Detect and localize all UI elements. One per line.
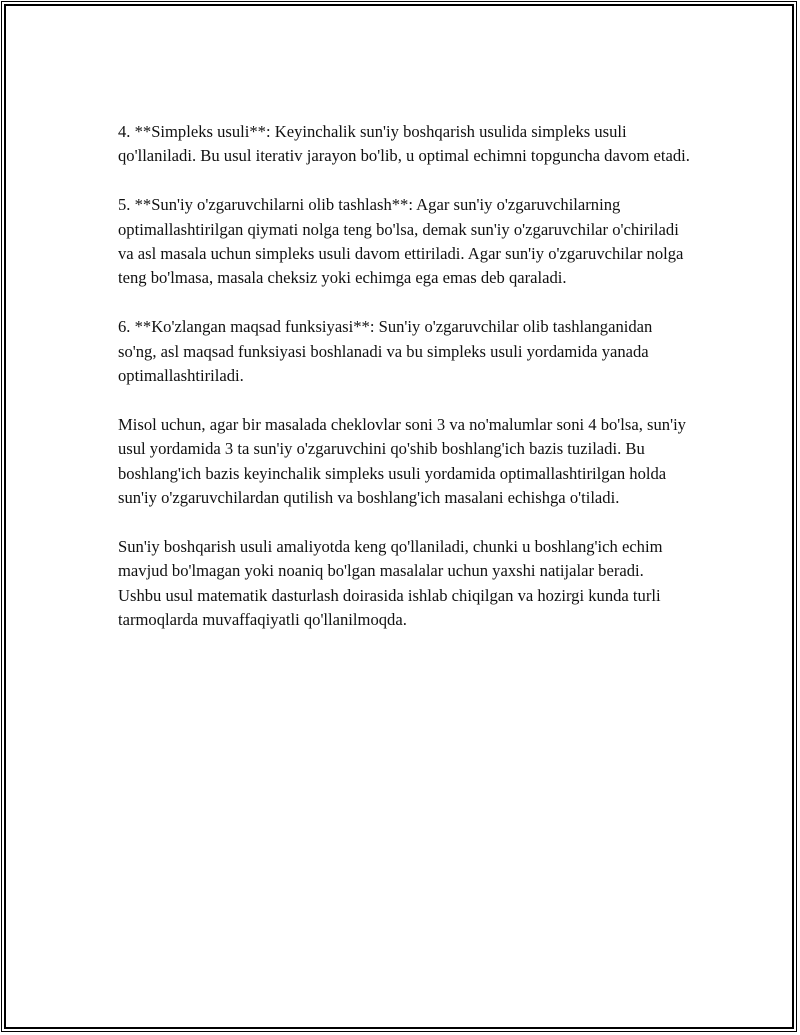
paragraph-conclusion: Sun'iy boshqarish usuli amaliyotda keng qo'llaniladi, chunki u boshlang'ich echim mavjud bo'lmagan yoki noaniq bo'lgan masalalar uchun yaxshi natijalar beradi. Ushbu usul matematik dasturlash doirasida ishlab chiqilgan va hozirgi kunda turli tarmoqlarda muvaffaqiyatli qo'llanilmoqda. — [118, 536, 663, 630]
paragraph-misol: Misol uchun, agar bir masalada cheklovlar soni 3 va no'malumlar soni 4 bo'lsa, sun'iy usul yordamida 3 ta sun'iy o'zgaruvchini qo'shib boshlang'ich bazis tuziladi. Bu boshlang'ich bazis keyinchalik simpleks usuli yordamida optimallashtirilgan holda sun'iy o'zgaruvchilardan qutilish va boshlang'ich masalani echishga o'tiladi. — [118, 414, 686, 508]
paragraph-suniy-ozgaruvchilarni-olib-tashlash: 5. **Sun'iy o'zgaruvchilarni olib tashlash**: Agar sun'iy o'zgaruvchilarning optimallashtirilgan qiymati nolga teng bo'lsa, demak sun'iy o'zgaruvchilar o'chiriladi va asl masala uchun simpleks usuli davom ettiriladi. Agar sun'iy o'zgaruvchilar nolga teng bo'lmasa, masala cheksiz yoki echimga ega emas deb qaraladi. — [118, 195, 684, 288]
paragraph-kozlangan-maqsad-funksiyasi: 6. **Ko'zlangan maqsad funksiyasi**: Sun'iy o'zgaruvchilar olib tashlanganidan so'ng, asl maqsad funksiyasi boshlanadi va bu simpleks usuli yordamida yanada optimallashtiriladi. — [118, 317, 653, 386]
document-body — [118, 120, 690, 657]
paragraph-simpleks-usuli: 4. **Simpleks usuli**: Keyinchalik sun'iy boshqarish usulida simpleks usuli qo'llaniladi. Bu usul iterativ jarayon bo'lib, u optimal echimni topguncha davom etadi. — [118, 122, 690, 166]
document-page — [4, 4, 794, 1029]
